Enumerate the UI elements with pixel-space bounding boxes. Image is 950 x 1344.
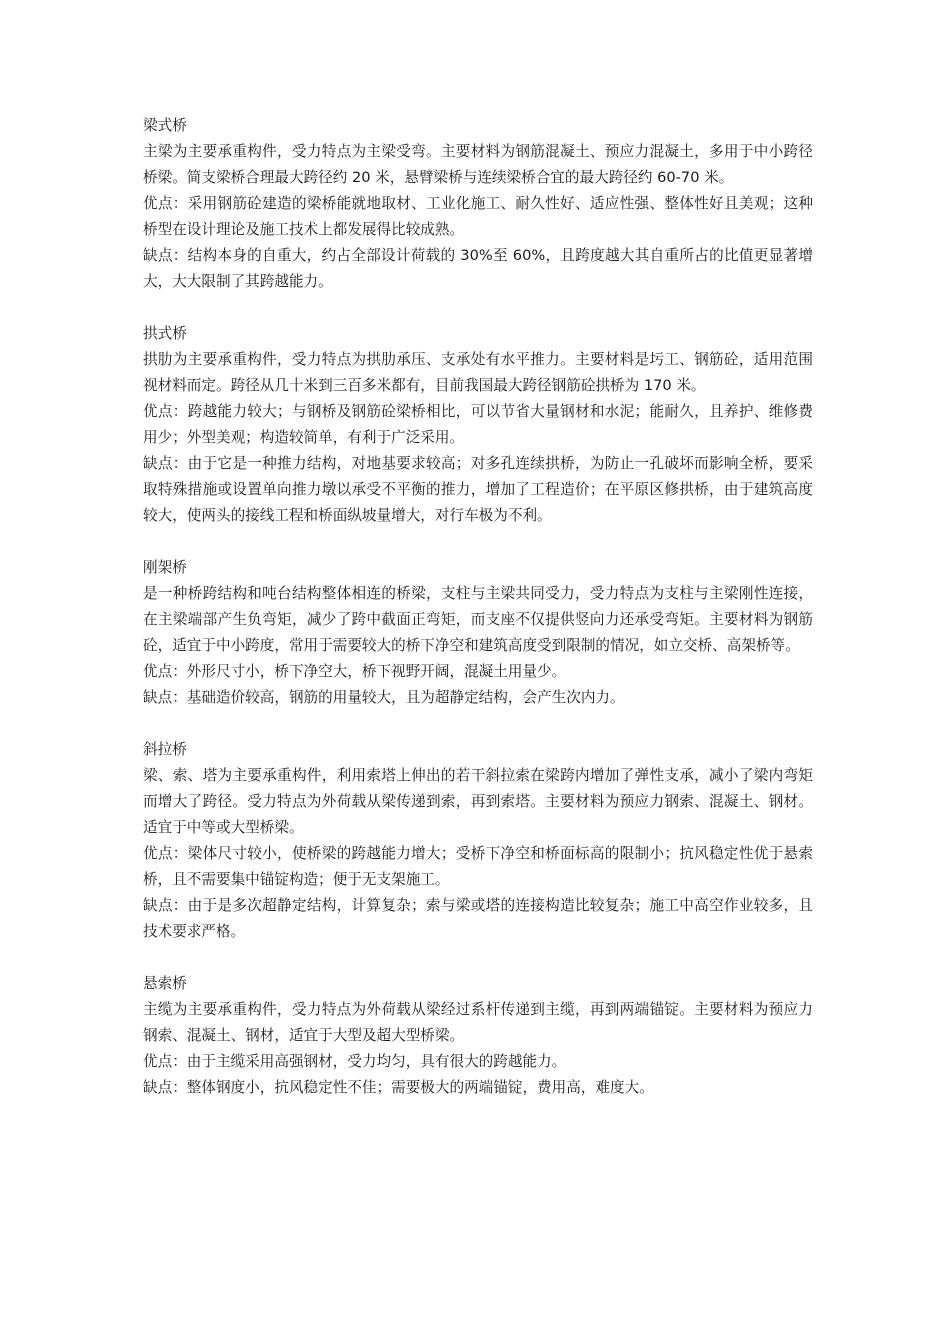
section-title: 刚架桥 (143, 559, 187, 576)
section-advantages: 优点：由于主缆采用高强钢材，受力均匀，具有很大的跨越能力。 (143, 1053, 567, 1070)
section-advantages: 优点：梁体尺寸较小，使桥梁的跨越能力增大；受桥下净空和桥面标高的限制小；抗风稳定性优于悬索桥，且不需要集中锚锭构造；便于无支架施工。 (143, 845, 813, 888)
section-disadvantages: 缺点：由于是多次超静定结构，计算复杂；索与梁或塔的连接构造比较复杂；施工中高空作业较多，且技术要求严格。 (143, 897, 813, 940)
section-description: 是一种桥跨结构和吨台结构整体相连的桥梁，支柱与主梁共同受力，受力特点为支柱与主梁刚性连接，在主梁端部产生负弯矩，减少了跨中截面正弯矩，而支座不仅提供竖向力还承受弯矩。主要材料为钢筋砼，适宜于中小跨度，常用于需要较大的桥下净空和建筑高度受到限制的情况，如立交桥、高架桥等。 (143, 585, 813, 654)
section-cable-stayed-bridge (143, 737, 813, 945)
document-page (143, 113, 813, 1127)
section-description: 拱肋为主要承重构件，受力特点为拱肋承压、支承处有水平推力。主要材料是圬工、钢筋砼，适用范围视材料而定。跨径从几十米到三百多米都有，目前我国最大跨径钢筋砼拱桥为 170 米。 (143, 351, 813, 394)
section-advantages: 优点：外形尺寸小，桥下净空大，桥下视野开阔，混凝土用量少。 (143, 663, 567, 680)
section-advantages: 优点：跨越能力较大；与钢桥及钢筋砼梁桥相比，可以节省大量钢材和水泥；能耐久，且养护、维修费用少；外型美观；构造较简单，有利于广泛采用。 (143, 403, 813, 446)
section-description: 主梁为主要承重构件，受力特点为主梁受弯。主要材料为钢筋混凝土、预应力混凝土，多用于中小跨径桥梁。简支梁桥合理最大跨径约 20 米，悬臂梁桥与连续梁桥合宜的最大跨径约 60-70 米。 (143, 143, 813, 186)
section-advantages: 优点：采用钢筋砼建造的梁桥能就地取材、工业化施工、耐久性好、适应性强、整体性好且美观；这种桥型在设计理论及施工技术上都发展得比较成熟。 (143, 195, 813, 238)
section-disadvantages: 缺点：结构本身的自重大，约占全部设计荷载的 30%至 60%，且跨度越大其自重所占的比值更显著增大，大大限制了其跨越能力。 (143, 247, 813, 290)
section-title: 拱式桥 (143, 325, 187, 342)
section-suspension-bridge (143, 971, 813, 1101)
section-title: 斜拉桥 (143, 741, 187, 758)
section-disadvantages: 缺点：整体钢度小，抗风稳定性不佳；需要极大的两端锚锭，费用高，难度大。 (143, 1079, 654, 1096)
section-disadvantages: 缺点：由于它是一种推力结构，对地基要求较高；对多孔连续拱桥，为防止一孔破坏而影响全桥，要采取特殊措施或设置单向推力墩以承受不平衡的推力，增加了工程造价；在平原区修拱桥，由于建筑高度较大，使两头的接线工程和桥面纵坡量增大，对行车极为不利。 (143, 455, 813, 524)
section-title: 悬索桥 (143, 975, 187, 992)
section-disadvantages: 缺点：基础造价较高，钢筋的用量较大，且为超静定结构，会产生次内力。 (143, 689, 625, 706)
section-beam-bridge (143, 113, 813, 295)
section-rigid-frame-bridge (143, 555, 813, 711)
section-description: 梁、索、塔为主要承重构件，利用索塔上伸出的若干斜拉索在梁跨内增加了弹性支承，减小了梁内弯矩而增大了跨径。受力特点为外荷载从梁传递到索，再到索塔。主要材料为预应力钢索、混凝土、钢材。适宜于中等或大型桥梁。 (143, 767, 813, 836)
section-title: 梁式桥 (143, 117, 187, 134)
section-arch-bridge (143, 321, 813, 529)
section-description: 主缆为主要承重构件，受力特点为外荷载从梁经过系杆传递到主缆，再到两端锚锭。主要材料为预应力钢索、混凝土、钢材，适宜于大型及超大型桥梁。 (143, 1001, 813, 1044)
